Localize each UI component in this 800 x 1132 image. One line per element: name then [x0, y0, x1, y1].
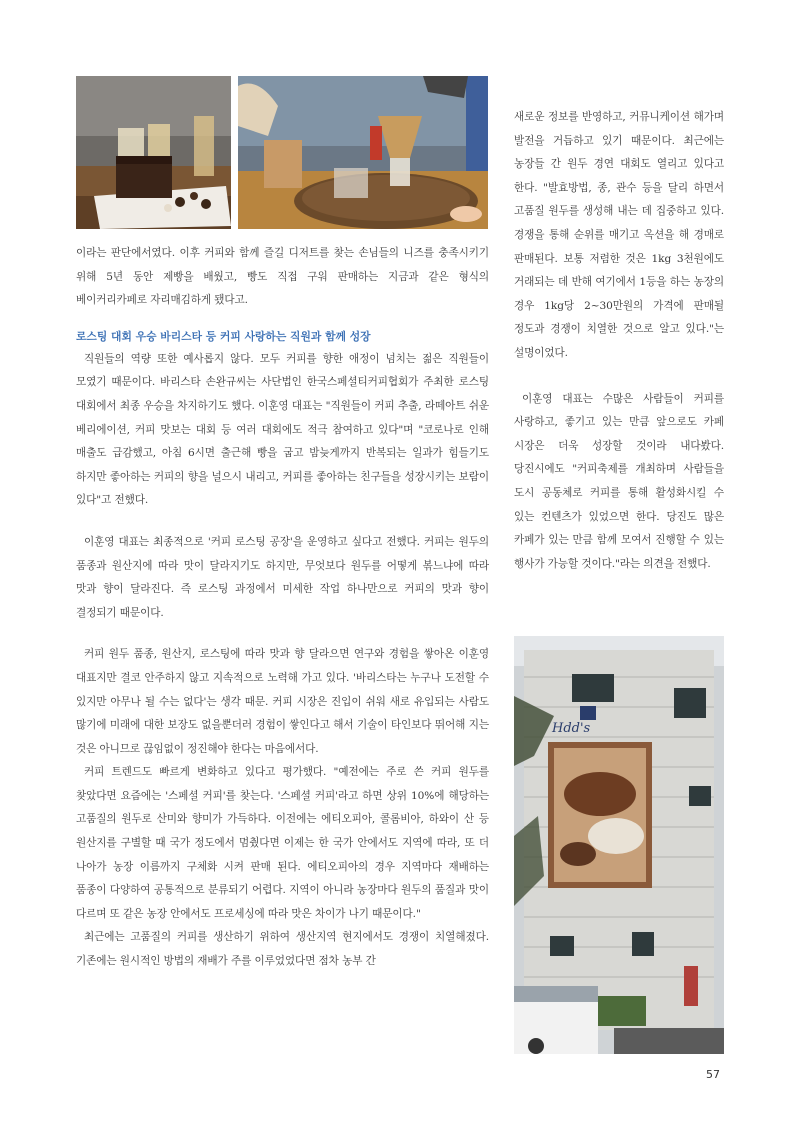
- left-column: [76, 242, 489, 974]
- photo-cafe-building: [514, 636, 724, 1054]
- intro-paragraph: 이라는 판단에서였다. 이후 커피와 함께 즐길 디저트를 찾는 손님들의 니즈를 충족시키기 위해 5년 동안 제빵을 배웠고, 빵도 직접 구워 판매하는 지금과 같은 형식의 베이커리카페로 자리매김하게 됐다고.: [76, 247, 489, 307]
- paragraph-competition: 최근에는 고품질의 커피를 생산하기 위하여 생산지역 현지에서도 경쟁이 치열해졌다. 기존에는 원시적인 방법의 재배가 주를 이루었었다면 점차 농부 간: [76, 931, 489, 968]
- svg-text:Hdd's: Hdd's: [552, 721, 591, 736]
- paragraph-auction: 새로운 정보를 반영하고, 커뮤니케이션 해가며 발전을 거듭하고 있기 때문이다. 최근에는 농장들 간 원두 경연 대회도 열리고 있다고 한다. "발효방법, 종, 관수 등을 달리 하면서 고품질 원두를 생성해 내는 데 집중하고 있다. 경쟁을 통해 순위를 매기고 옥션을 해 경매로 판매된다. 보통 저렴한 것은 1kg 3천원에도 거래되는 데 반해 여기에서 1등을 하는 농장의 경우 1kg당 2~30만원의 가격에 판매될 정도과 경쟁이 치열한 것으로 알고 있다."는 설명이었다.: [514, 111, 724, 359]
- page-number: 57: [706, 1068, 720, 1081]
- section-heading: 로스팅 대회 우승 바리스타 등 커피 사랑하는 직원과 함께 성장: [76, 329, 371, 343]
- paragraph-future: 이훈영 대표는 수많은 사람들이 커피를 사랑하고, 좋기고 있는 만큼 앞으로도 카페 시장은 더욱 성장할 것이라 내다봤다. 당진시에도 "커피축제를 개최하며 사람들을 도시 공동체로 커피를 통해 활성화시킬 수 있는 컨텐츠가 있었으면 한다. 당진도 많은 카페가 있는 만큼 함께 모여서 진행할 수 있는 행사가 가능할 것이다."라는 의견을 전했다.: [514, 392, 724, 570]
- paragraph-staff: 직원들의 역량 또한 예사롭지 않다. 모두 커피를 향한 애정이 넘치는 젊은 직원들이 모였기 때문이다. 바리스타 손완규씨는 사단법인 한국스페셜티커피협회가 주최한 로스팅 대회에서 최종 우승을 차지하기도 했다. 이훈영 대표는 "직원들이 커피 추출, 라떼아트 쉬운 베리에이션, 커피 맛보는 대회 등 여러 대회에도 적극 참여하고 있다"며 "코로나로 인해 매출도 급감했고, 아침 6시면 출근해 빵을 굽고 밤늦게까지 반복되는 일과가 힘들기도 하지만 좋아하는 커피의 향을 널으시 내리고, 커피를 좋아하는 친구들을 성장시키는 보람이 있다"고 전했다.: [76, 352, 489, 507]
- photo-dessert-drinks: [76, 76, 231, 229]
- paragraph-roasting-factory: 이훈영 대표는 최종적으로 '커피 로스팅 공장'을 운영하고 싶다고 전했다. 커피는 원두의 품종과 원산지에 따라 맛이 달라지기도 하지만, 무엇보다 원두를 어떻게 볶느냐에 따라 맛과 향이 달라진다. 즉 로스팅 과정에서 미세한 작업 하나만으로 커피의 맛과 향이 결정되기 때문이다.: [76, 535, 489, 619]
- photo-pour-over-coffee: [238, 76, 488, 229]
- right-column: [514, 106, 724, 576]
- paragraph-trends: 커피 트렌드도 빠르게 변화하고 있다고 평가했다. "예전에는 주로 쓴 커피 원두를 찾았다면 요즘에는 '스페셜 커피'를 찾는다. '스페셜 커피'라고 하면 상위 10%에 해당하는 고품질의 원두로 산미와 향미가 가득하다. 이전에는 에티오피아, 콜롬비아, 하와이 산 등 원산지를 구별할 때 국가 정도에서 멈췄다면 이제는 한 국가 안에서도 지역에 따라, 또 더 나아가 농장 이름까지 구체화 시켜 판매 된다. 에티오피아의 경우 지역마다 재배하는 품종이 다양하여 공통적으로 분류되기 어렵다. 지역이 아니라 농장마다 원두의 품질과 맛이 다르며 또 같은 농장 안에서도 프로세싱에 따라 맛은 차이가 나기 때문이다.": [76, 766, 489, 920]
- paragraph-effort: 커피 원두 품종, 원산지, 로스팅에 따라 맛과 향 달라으면 연구와 경험을 쌓아온 이훈영 대표지만 결코 안주하지 않고 지속적으로 노력해 가고 있다. '바리스타는 누구나 도전할 수 있지만 아무나 될 수는 없다'는 생각 때문. 커피 시장은 진입이 쉬워 새로 유입되는 사람도 많기에 미래에 대한 보장도 없을뿐더러 경험이 쌓인다고 해서 기술이 타인보다 뛰어해 지는 것은 아니므로 끊임없이 정진해야 한다는 마음에서다.: [76, 648, 489, 755]
